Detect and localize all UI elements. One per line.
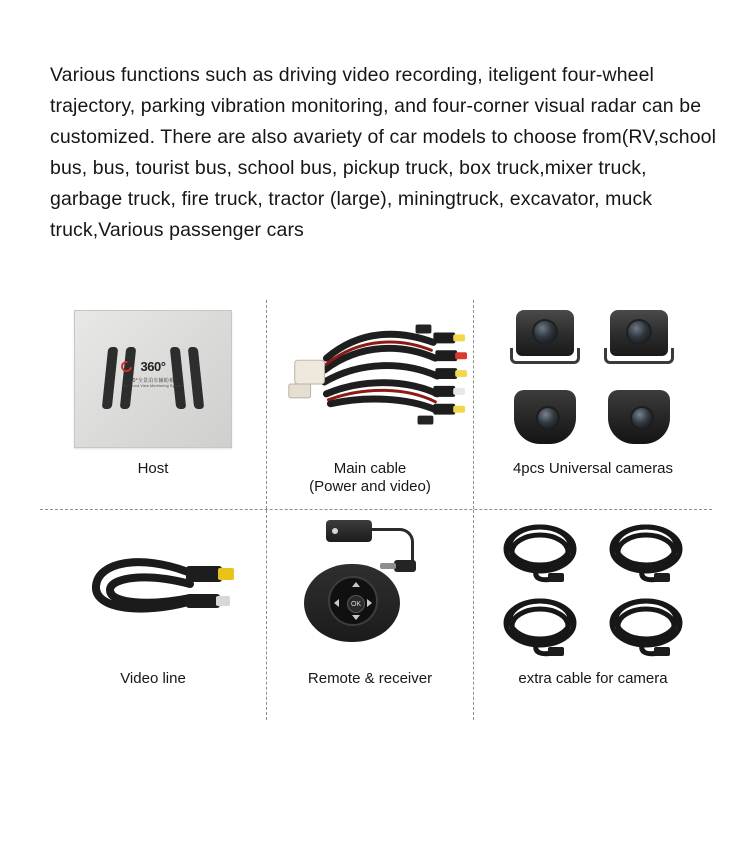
coil-svg (490, 519, 590, 585)
receiver-module (326, 520, 372, 542)
cameras-artwork (474, 300, 712, 458)
receiver-led-icon (332, 528, 338, 534)
coil-svg (596, 519, 696, 585)
product-cell-remote (266, 510, 474, 720)
caption-main: Host (137, 460, 169, 477)
bracket-camera-image (504, 304, 588, 376)
intro-paragraph: Various functions such as driving video recording, iteligent four-wheel trajectory, parking vibration monitoring, and four-corner visual radar can be customized. There are also avariety of car models to choose from(RV,school bus, bus, tourist bus, school bus, pickup truck, box truck,mixer truck, garbage truck, fire truck, tractor (large), miningtruck, excavator, muck truck,Various passenger cars (50, 63, 717, 241)
arrow-up-icon (352, 582, 360, 587)
host-device-image (74, 310, 232, 448)
main-cable-image (267, 300, 473, 458)
camera-lens-icon (536, 406, 560, 430)
host-logo-en-label: Surround View Monitoring System (122, 384, 184, 388)
remote-control-body (304, 564, 400, 642)
host-logo (75, 359, 231, 388)
product-caption-remote (308, 670, 432, 688)
caption-main: extra cable for camera (518, 670, 668, 687)
coiled-cable-image (490, 519, 590, 585)
coiled-cable-grid (490, 519, 696, 659)
host-logo-degrees: 360° (140, 359, 166, 374)
main-cable-artwork (267, 300, 473, 458)
dome-camera-image (504, 382, 588, 454)
remote-dpad-ring (328, 576, 378, 626)
product-cell-main-cable (266, 300, 474, 509)
product-caption-video-line (120, 670, 186, 688)
product-cell-cameras (474, 300, 712, 509)
caption-main: Remote & receiver (307, 670, 433, 687)
caption-sub: (Power and video) (309, 478, 431, 495)
camera-lens-icon (630, 406, 654, 430)
product-cell-video-line (40, 510, 266, 720)
remote-ok-button: OK (347, 595, 365, 613)
caption-main: Main cable (333, 460, 407, 477)
remote-artwork (267, 510, 473, 668)
host-logo-cn-label: 360°全景泊车辅助系统 (126, 378, 180, 384)
video-line-image (40, 510, 266, 668)
remote-receiver-image (290, 514, 450, 664)
extra-cable-artwork (474, 510, 712, 668)
arrow-down-icon (352, 615, 360, 620)
product-grid-row-bottom (40, 510, 712, 720)
arrow-right-icon (367, 599, 372, 607)
coiled-cable-image (596, 519, 696, 585)
receiver-wire (370, 528, 414, 562)
receiver-plug (394, 560, 416, 572)
host-artwork (40, 300, 266, 458)
product-grid-row-top (40, 300, 712, 510)
product-cell-extra-cable (474, 510, 712, 720)
coiled-cable-image (490, 593, 590, 659)
caption-main: Video line (120, 670, 186, 687)
dome-camera-image (598, 382, 682, 454)
camera-lens-icon (532, 319, 558, 345)
product-grid (40, 300, 712, 720)
product-caption-host (138, 460, 169, 478)
product-caption-cameras (513, 460, 673, 478)
video-line-artwork (40, 510, 266, 668)
coil-svg (596, 593, 696, 659)
product-cell-host (40, 300, 266, 509)
video-line-connector-body (186, 566, 222, 582)
product-caption-extra-cable (518, 670, 667, 688)
arrow-left-icon (334, 599, 339, 607)
camera-grid (504, 304, 682, 454)
coil-svg (490, 593, 590, 659)
bracket-camera-image (598, 304, 682, 376)
caption-main: 4pcs Universal cameras (512, 460, 674, 477)
coiled-cable-image (596, 593, 696, 659)
camera-lens-icon (626, 319, 652, 345)
video-line-connector-tip (218, 568, 234, 580)
product-caption-main-cable (309, 460, 431, 496)
